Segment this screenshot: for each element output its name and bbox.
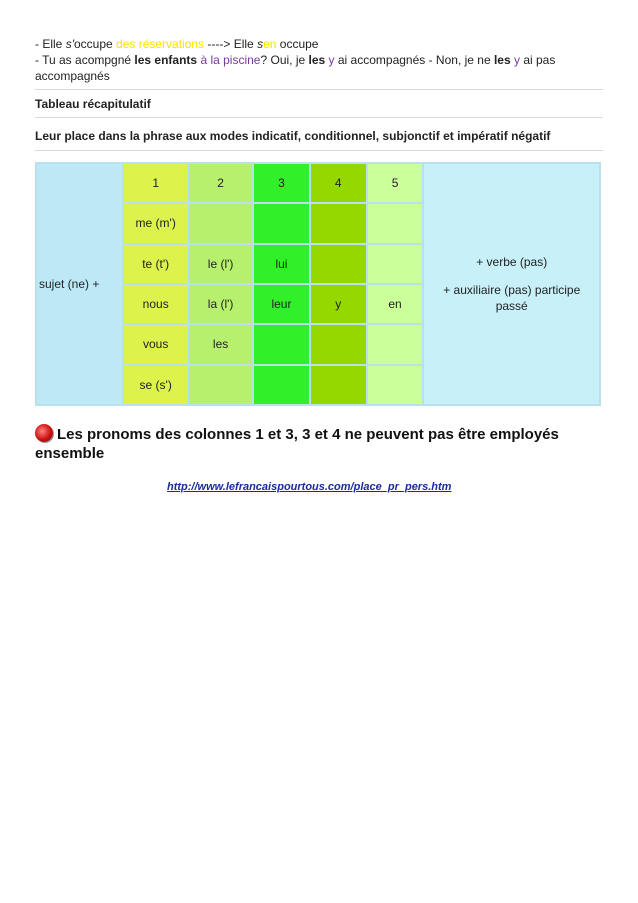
table-cell [368,366,423,404]
text: ai pas [520,53,556,67]
divider [35,89,603,90]
table-cell: la (l') [189,285,252,323]
table-row [37,164,599,202]
table-cell: vous [124,325,187,363]
place-heading: Leur place dans la phrase aux modes indicatif, conditionnel, subjonctif et impératif négatif [35,129,551,143]
red-ball-icon [35,424,53,442]
purple-text: y [328,53,335,67]
table-cell: leur [254,285,309,323]
divider [35,117,603,118]
rule-note [35,424,595,463]
divider [35,150,603,151]
source-link[interactable]: http://www.lefrancaispourtous.com/place_pr_pers.htm [167,481,452,493]
table-cell: en [368,285,423,323]
subject-cell: sujet (ne) + [37,164,122,404]
note-text: ensemble [35,445,105,462]
example-line-1 [35,36,318,52]
table-cell: se (s') [124,366,187,404]
table-cell [311,366,366,404]
text: - Elle [35,37,66,51]
bold-text: les [493,53,511,67]
text: ? Oui, je [260,53,309,67]
text: - Tu as acompgné [35,53,135,67]
example-line-2 [35,52,555,68]
table-cell [311,325,366,363]
table-cell: lui [254,245,309,283]
purple-text: à la piscine [200,53,261,67]
table-cell [368,204,423,242]
table-cell [311,204,366,242]
note-text: Les pronoms des colonnes 1 et 3, 3 et 4 ne peuvent pas être employés [57,426,559,443]
table-cell [254,325,309,363]
highlight-text: en [263,37,277,51]
text: s' [65,37,74,51]
text: s [257,37,264,51]
table-cell [254,366,309,404]
table-cell [189,366,252,404]
recap-heading: Tableau récapitulatif [35,97,151,111]
auxiliary-text: + auxiliaire (pas) participe passé [443,283,581,313]
table-cell [311,245,366,283]
table-cell: le (l') [189,245,252,283]
table-cell [189,204,252,242]
col-header: 5 [368,164,423,202]
table-cell [254,204,309,242]
text: occupe [276,37,319,51]
table-cell: te (t') [124,245,187,283]
bold-text: les [308,53,326,67]
table-cell: y [311,285,366,323]
text: ----> Elle [204,37,258,51]
text: occupe [73,37,117,51]
table-cell: me (m') [124,204,187,242]
text: ai accompagnés - Non, je ne [334,53,494,67]
verb-cell [424,164,599,404]
pronoun-table [35,162,601,406]
table-cell [368,325,423,363]
highlight-text: des réservations [116,37,205,51]
col-header: 4 [311,164,366,202]
col-header: 3 [254,164,309,202]
table-cell: nous [124,285,187,323]
col-header: 1 [124,164,187,202]
table-cell [368,245,423,283]
example-line-3: accompagnés [35,69,110,83]
purple-text: y [514,53,520,67]
verb-text: + verbe (pas) [476,255,548,269]
table-cell: les [189,325,252,363]
col-header: 2 [189,164,252,202]
bold-text: les enfants [134,53,198,67]
